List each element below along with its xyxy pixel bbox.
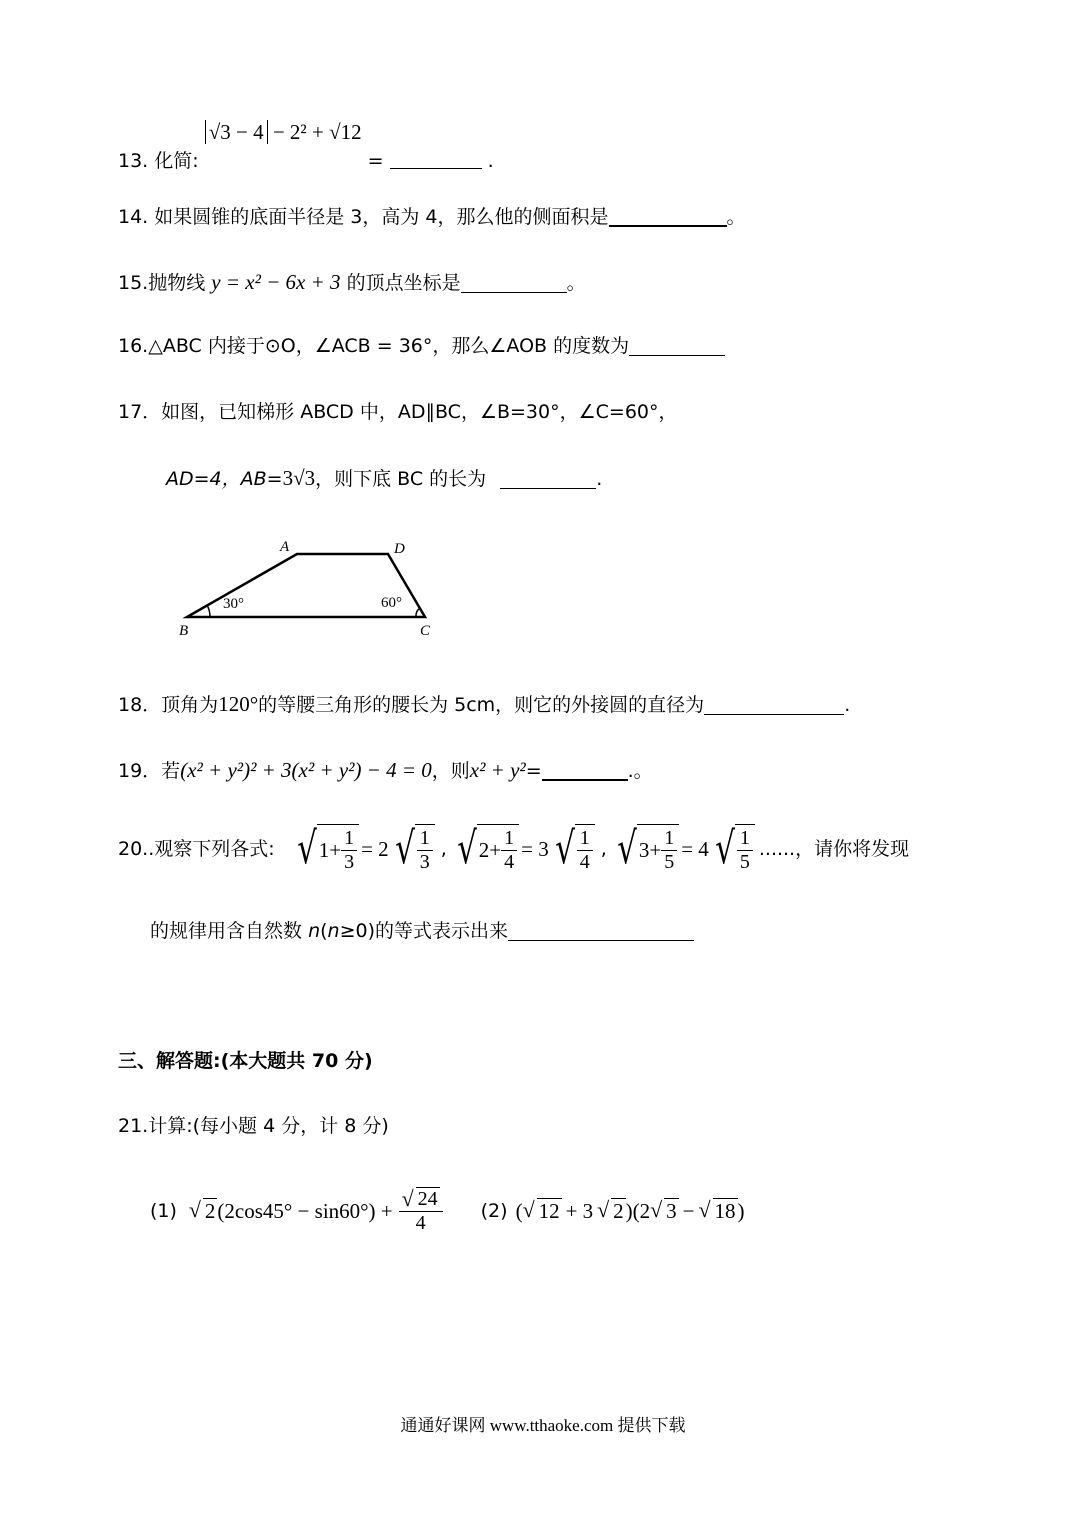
q18-suffix: 的等腰三角形的腰长为 5cm，则它的外接圆的直径为 [258,694,705,716]
question-17-line1 [118,403,678,422]
q21-part1-expression: √ 2 (2cos45° − sin60°) + √ $\frac{24}{4}$ [189,1188,443,1235]
q13-answer-blank [390,150,482,169]
q15-suffix: 的顶点坐标是 [346,272,461,294]
q20-prefix: 20..观察下列各式: [118,837,275,860]
q17-line2-b: ，则下底 BC 的长为 [315,468,487,490]
trapezoid-figure [170,535,450,645]
q21-part2-label: (2) [480,1199,508,1222]
q16-answer-blank [629,337,725,356]
figure-label-d: D [394,541,405,557]
angle-b-arc [207,605,210,617]
figure-label-c: C [420,623,431,639]
q21-part1-label: (1) [150,1199,177,1222]
q16-text: 16.△ABC 内接于⊙O，∠ACB = 36°，那么∠AOB 的度数为 [118,335,630,357]
q20-line2-b: ( [320,920,328,942]
q13-abs-value: √3 − 4 [205,120,268,144]
q17-answer-blank [500,470,596,489]
q15-expression: y = x² − 6x + 3 [211,270,341,294]
q20-line2-n2: n [327,920,340,942]
q18-prefix: 18．顶角为 [118,694,219,716]
q20-example-3: √ 3+ $\frac{1}{5}$ = 4 √ $\frac{1}{5}$ [613,824,755,874]
question-17-line2 [166,468,602,489]
q15-answer-blank [461,274,567,293]
question-19 [118,760,653,781]
section-3-title [118,1052,373,1071]
q13-equals: = [367,150,384,172]
q17-line2-a: AD=4，AB= [166,468,283,490]
q13-expression [205,122,362,143]
q20-tail: ......，请你将发现 [758,837,910,860]
q13-end: . [487,150,494,172]
q14-answer-blank [609,207,727,227]
question-13 [118,120,494,172]
figure-label-a: A [280,539,290,555]
question-21-title [118,1117,389,1136]
page-footer: 通通好课网 www.tthaoke.com 提供下载 [400,1416,686,1435]
q19-end: .。 [627,760,653,782]
q20-line2-n: n [308,920,321,942]
figure-label-b: B [179,623,189,639]
q19-equals: = [525,760,542,782]
q13-expr-rest: − 2² + √12 [272,120,362,144]
q20-line2-c: ≥0)的等式表示出来 [339,920,508,942]
q18-end: . [844,694,851,716]
section-3-title-text: 三、解答题:(本大题共 70 分) [118,1050,373,1072]
question-15 [118,272,586,293]
q20-answer-blank [508,922,694,941]
q19-expression-2: x² + y² [469,758,526,782]
q20-example-1: √ 1+ $\frac{1}{3}$ = 2 √ $\frac{1}{3}$ , [296,823,447,874]
question-18 [118,694,850,715]
question-14 [118,207,746,227]
q14-end: 。 [726,206,746,228]
q19-mid: ，则 [431,760,470,782]
q21-title: 21.计算:(每小题 4 分，计 8 分) [118,1115,389,1137]
q19-answer-blank [542,761,628,781]
q20-line2-a: 的规律用含自然数 [150,920,303,942]
q18-angle: 120° [218,692,259,716]
q15-end: 。 [566,272,586,294]
q14-text: 14. 如果圆锥的底面半径是 3，高为 4，那么他的侧面积是 [118,206,609,228]
q19-expression: (x² + y²)² + 3(x² + y²) − 4 = 0 [180,758,432,782]
q20-example-2: √ 2+ $\frac{1}{4}$ = 3 √ $\frac{1}{4}$ , [456,823,607,874]
q17-line1: 17．如图，已知梯形 ABCD 中，AD∥BC，∠B=30°，∠C=60°， [118,401,678,423]
figure-angle-c: 60° [381,595,402,611]
q18-answer-blank [704,696,844,715]
q17-line2-expr: 3√3 [282,466,316,490]
q17-end: . [596,468,603,490]
figure-angle-b: 30° [223,596,244,612]
q15-prefix: 15.抛物线 [118,272,206,294]
q13-number: 13. 化简: [118,150,199,172]
question-16 [118,337,725,356]
q21-part2-expression: ( √ 12 + 3 √ 2 )(2 √ 3 − √ 18 ) [516,1201,745,1222]
q19-prefix: 19．若 [118,760,181,782]
question-21-parts [150,1178,745,1244]
angle-c-arc [416,608,420,617]
question-20-line1 [118,818,909,880]
question-20-line2 [150,922,694,941]
